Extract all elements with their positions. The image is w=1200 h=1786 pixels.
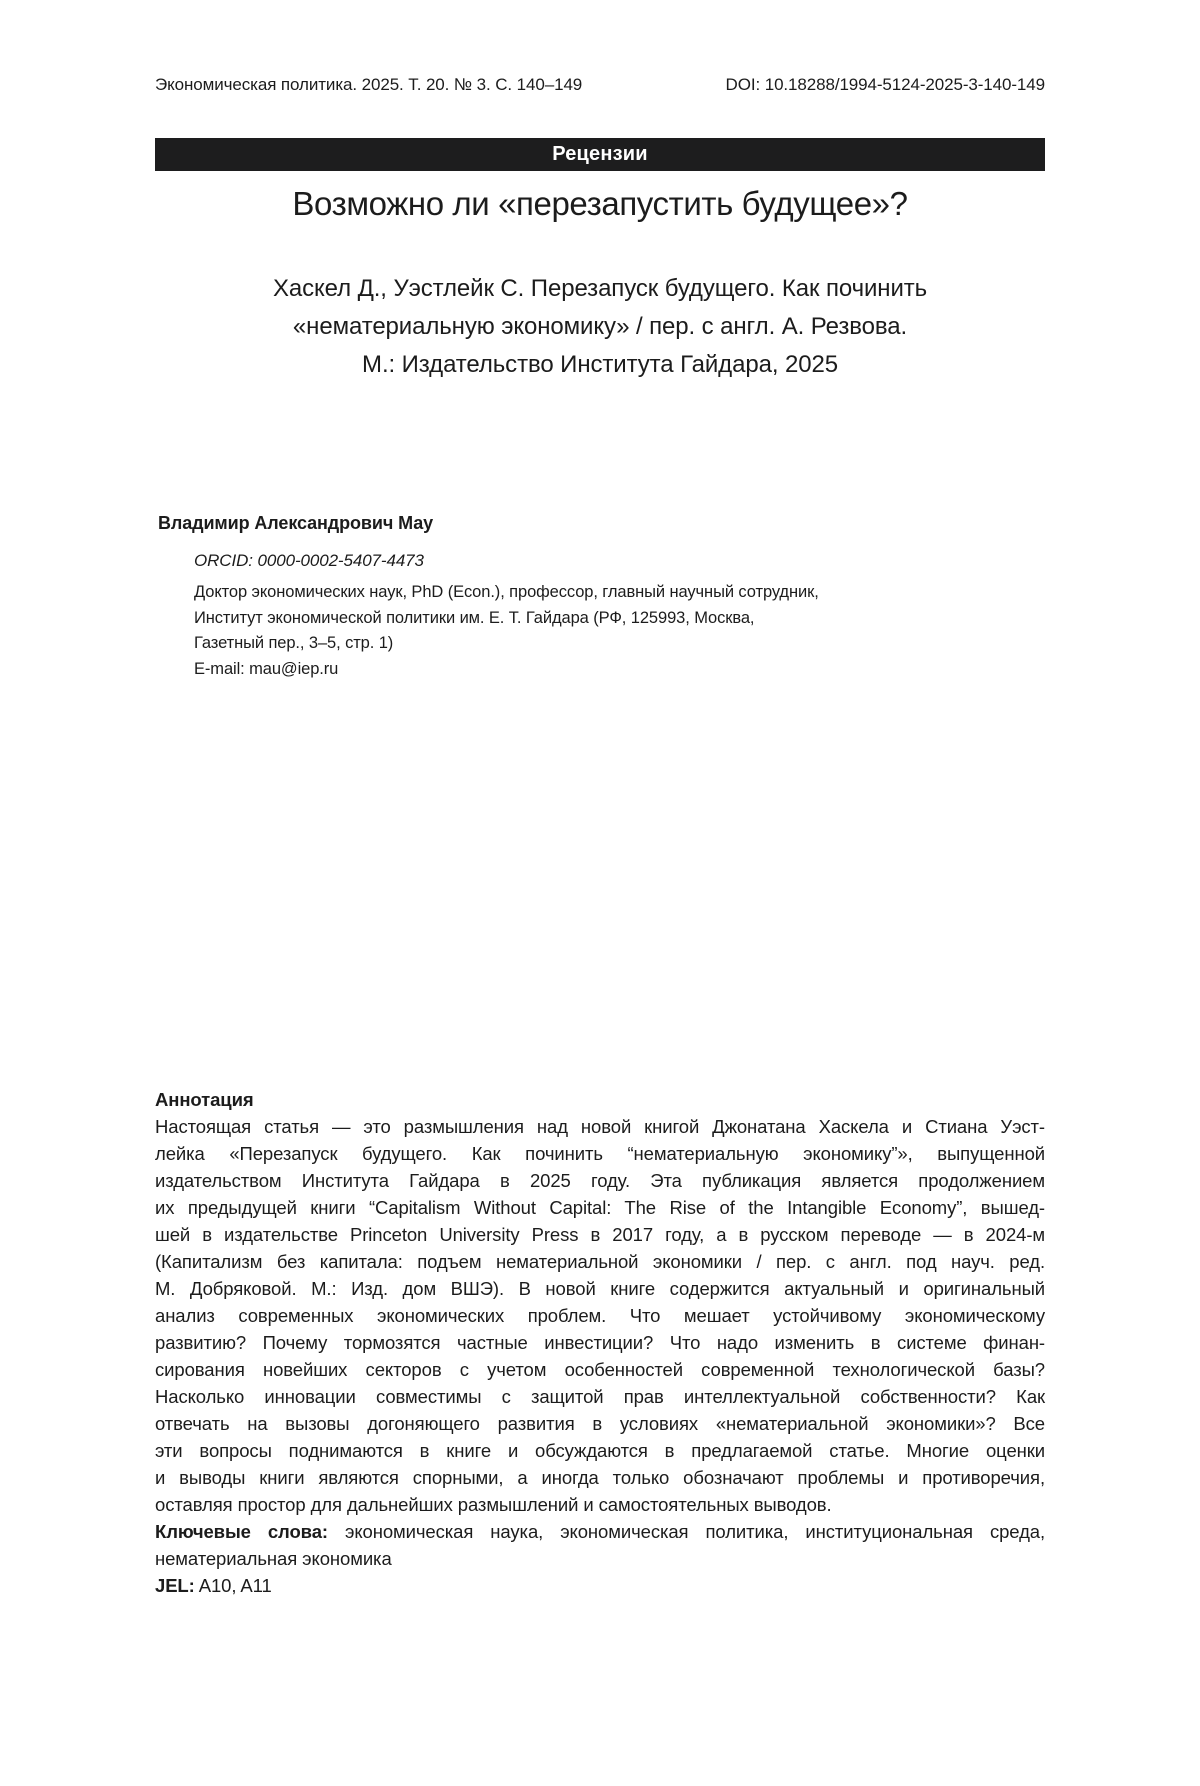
book-citation [155, 270, 1045, 384]
keywords-label: Ключевые слова: [155, 1521, 328, 1542]
abstract-line: и выводы книги являются спорными, а иногда только обозначают проблемы и противоречия, [155, 1467, 1045, 1488]
page-header [155, 74, 1045, 95]
author-detail-line: Институт экономической политики им. Е. Т. Гайдара (РФ, 125993, Москва, [194, 608, 755, 627]
book-citation-line: Хаскел Д., Уэстлейк С. Перезапуск будущего. Как починить [272, 275, 928, 302]
author-block [158, 512, 1018, 682]
abstract-line: сирования новейших секторов с учетом особенностей современной технологической базы? [155, 1359, 1045, 1380]
abstract-line: Насколько инновации совместимы с защитой прав интеллектуальной собственности? Как [155, 1386, 1045, 1407]
author-email: E-mail: mau@iep.ru [194, 659, 339, 678]
keywords [155, 1518, 1045, 1572]
abstract-line: шей в издательстве Princeton University Press в 2017 году, а в русском переводе — в 2024-м [155, 1224, 1045, 1245]
jel-codes [155, 1572, 1045, 1599]
abstract-line: Настоящая статья — это размышления над новой книгой Джонатана Хаскела и Стиана Уэст- [155, 1116, 1045, 1137]
abstract-line: оставляя простор для дальнейших размышлений и самостоятельных выводов. [155, 1494, 832, 1515]
abstract-line: лейка «Перезапуск будущего. Как починить “нематериальную экономику”», выпущенной [155, 1143, 1045, 1164]
book-citation-line: «нематериальную экономику» / пер. с англ. А. Резвова. [292, 313, 908, 340]
author-name: Владимир Александрович Мау [158, 513, 434, 533]
abstract-line: отвечать на вызовы догоняющего развития в условиях «нематериальной экономики»? Все [155, 1413, 1045, 1434]
section-banner [155, 138, 1045, 171]
author-details [194, 580, 1018, 682]
abstract-line: (Капитализм без капитала: подъем нематериальной экономики / пер. с англ. под науч. ред. [155, 1251, 1045, 1272]
book-citation-line: М.: Издательство Института Гайдара, 2025 [362, 351, 838, 378]
author-orcid: ORCID: 0000-0002-5407-4473 [194, 551, 424, 570]
jel-text: A10, A11 [194, 1575, 272, 1596]
section-label: Рецензии [552, 143, 648, 165]
abstract-line: эти вопросы поднимаются в книге и обсуждаются в предлагаемой статье. Многие оценки [155, 1440, 1045, 1461]
abstract-heading: Аннотация [155, 1089, 254, 1110]
author-detail-line: Доктор экономических наук, PhD (Econ.), профессор, главный научный сотрудник, [194, 583, 819, 601]
abstract-line: издательством Института Гайдара в 2025 году. Эта публикация является продолжением [155, 1170, 1045, 1191]
journal-citation: Экономическая политика. 2025. Т. 20. № 3. С. 140–149 [155, 75, 583, 94]
jel-label: JEL: [155, 1575, 195, 1596]
article-title: Возможно ли «перезапустить будущее»? [292, 185, 908, 222]
keywords-text: экономическая наука, экономическая политика, институциональная среда, нематериальная экономика [155, 1521, 1046, 1569]
abstract-line: анализ современных экономических проблем. Что мешает устойчивому экономическому [155, 1305, 1045, 1326]
abstract-line: М. Добряковой. М.: Изд. дом ВШЭ). В новой книге содержится актуальный и оригинальный [155, 1278, 1045, 1299]
abstract-line: их предыдущей книги “Capitalism Without Capital: The Rise of the Intangible Economy”, вышед- [155, 1197, 1045, 1218]
abstract-block [155, 1086, 1045, 1599]
abstract-line: развитию? Почему тормозятся частные инвестиции? Что надо изменить в системе финан- [155, 1332, 1045, 1353]
doi: DOI: 10.18288/1994-5124-2025-3-140-149 [725, 75, 1045, 94]
author-detail-line: Газетный пер., 3–5, стр. 1) [194, 634, 394, 652]
